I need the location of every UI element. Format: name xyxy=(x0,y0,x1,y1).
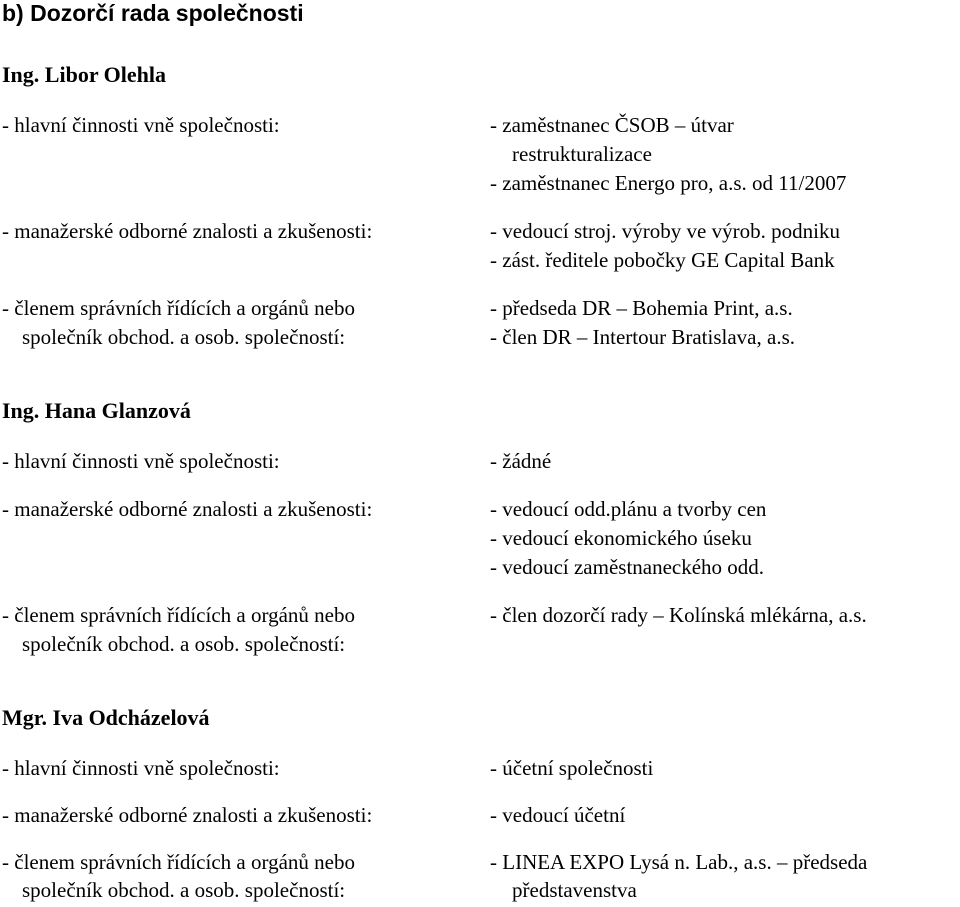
bodies-label: - členem správních řídících a orgánů nebo xyxy=(2,603,355,627)
person-name: Ing. Hana Glanzová xyxy=(2,398,191,423)
main-activity-value: - zaměstnanec Energo pro, a.s. od 11/2007 xyxy=(490,171,847,195)
bodies-value: představenstva xyxy=(512,878,637,902)
main-activity-label: - hlavní činnosti vně společnosti: xyxy=(2,113,280,137)
experience-value: - zást. ředitele pobočky GE Capital Bank xyxy=(490,248,835,272)
main-activity-label: - hlavní činnosti vně společnosti: xyxy=(2,756,280,780)
experience-label: - manažerské odborné znalosti a zkušenosti: xyxy=(2,803,373,827)
experience-value: - vedoucí ekonomického úseku xyxy=(490,526,752,550)
bodies-label: - členem správních řídících a orgánů nebo xyxy=(2,296,355,320)
experience-value: - vedoucí účetní xyxy=(490,803,626,827)
bodies-value: - člen dozorčí rady – Kolínská mlékárna, a.s. xyxy=(490,603,867,627)
main-activity-value: - zaměstnanec ČSOB – útvar xyxy=(490,113,734,137)
experience-label: - manažerské odborné znalosti a zkušenosti: xyxy=(2,219,373,243)
bodies-value: - LINEA EXPO Lysá n. Lab., a.s. – předseda xyxy=(490,850,868,874)
experience-value: - vedoucí stroj. výroby ve výrob. podniku xyxy=(490,219,840,243)
main-activity-value: - účetní společnosti xyxy=(490,756,654,780)
bodies-value: - předseda DR – Bohemia Print, a.s. xyxy=(490,296,793,320)
bodies-label: společník obchod. a osob. společností: xyxy=(22,632,346,656)
main-activity-value: - žádné xyxy=(490,449,552,473)
experience-label: - manažerské odborné znalosti a zkušenosti: xyxy=(2,497,373,521)
bodies-label: společník obchod. a osob. společností: xyxy=(22,878,346,902)
section-heading: b) Dozorčí rada společnosti xyxy=(2,0,304,26)
experience-value: - vedoucí zaměstnaneckého odd. xyxy=(490,555,765,579)
main-activity-label: - hlavní činnosti vně společnosti: xyxy=(2,449,280,473)
bodies-label: - členem správních řídících a orgánů nebo xyxy=(2,850,355,874)
person-name: Ing. Libor Olehla xyxy=(2,62,167,87)
experience-value: - vedoucí odd.plánu a tvorby cen xyxy=(490,497,767,521)
bodies-value: - člen DR – Intertour Bratislava, a.s. xyxy=(490,325,795,349)
main-activity-value: restrukturalizace xyxy=(512,142,652,166)
person-name: Mgr. Iva Odcházelová xyxy=(2,705,210,730)
bodies-label: společník obchod. a osob. společností: xyxy=(22,325,346,349)
